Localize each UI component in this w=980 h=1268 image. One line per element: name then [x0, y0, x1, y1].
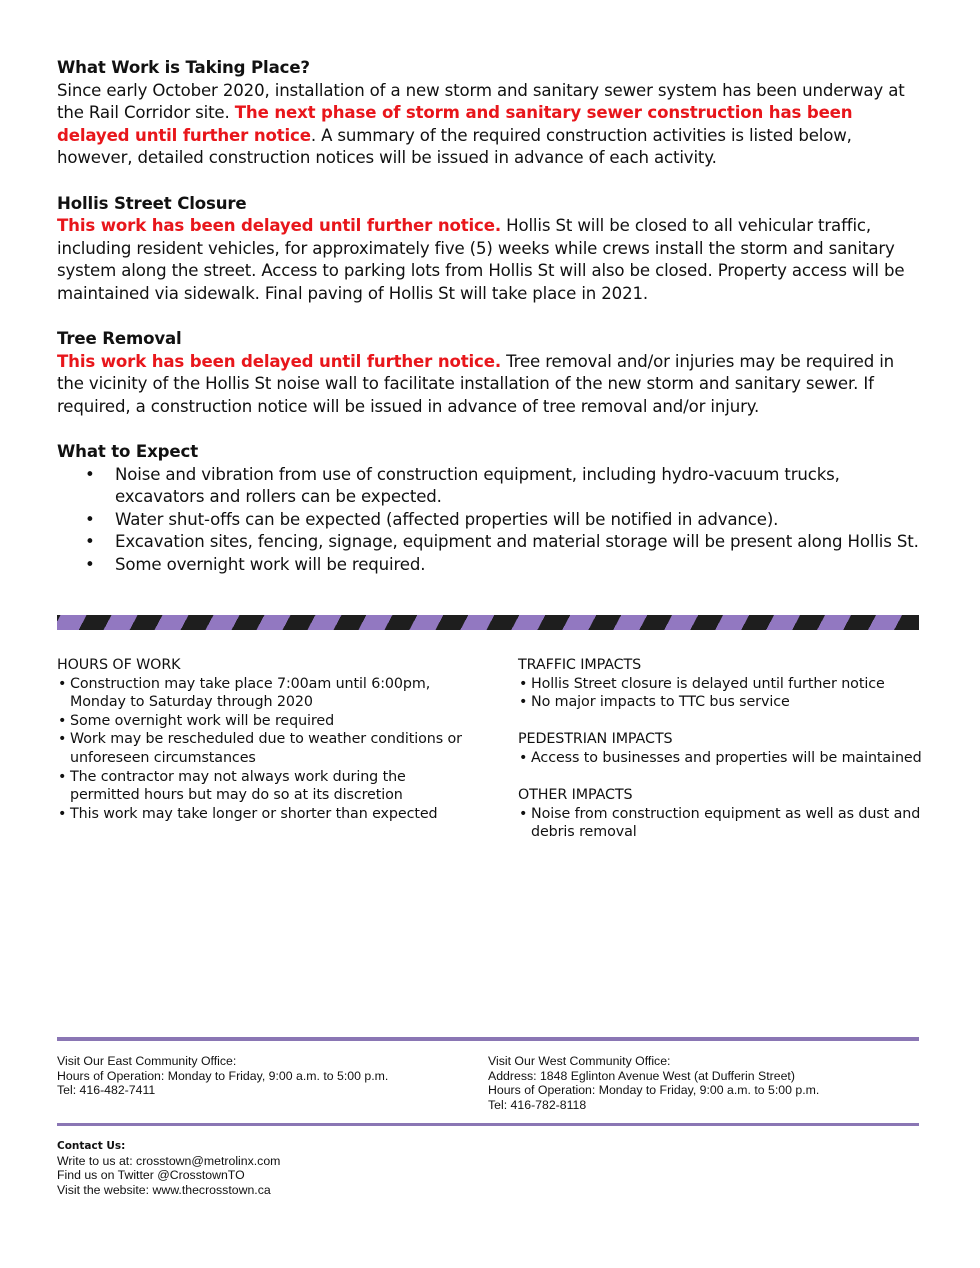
east-hours: Hours of Operation: Monday to Friday, 9:00 a.m. to 5:00 p.m.: [57, 1068, 389, 1083]
work-heading: What Work is Taking Place?: [57, 58, 310, 77]
list-item: • Excavation sites, fencing, signage, equipment and material storage will be present along Hollis St.: [115, 531, 922, 554]
west-address: Address: 1848 Eglinton Avenue West (at Dufferin Street): [488, 1068, 795, 1083]
delay-notice: The next phase of storm and sanitary sewer construction has been delayed until further notice: [57, 103, 853, 145]
contact-us: [57, 1139, 280, 1198]
work-paragraph: [57, 80, 922, 170]
east-office: [57, 1054, 388, 1098]
list-item: • Work may be rescheduled due to weather conditions or unforeseen circumstances: [70, 730, 477, 767]
west-tel: Tel: 416-782-8118: [488, 1098, 587, 1113]
tree-text: Tree removal and/or injuries may be required in the vicinity of the Hollis St noise wall to facilitate installation of the new storm and sanitary sewer. If required, a construction notice will be issued in advance of tree removal and/or injury.: [57, 351, 895, 416]
pedestrian-heading: PEDESTRIAN IMPACTS: [518, 731, 673, 748]
main-content: [57, 57, 922, 577]
work-text: Since early October 2020, installation of a new storm and sanitary sewer system has been underway at the Rail Corridor site.: [57, 80, 905, 123]
hollis-paragraph: [57, 215, 922, 305]
hours-heading: HOURS OF WORK: [57, 657, 181, 673]
list-item: • The contractor may not always work during the permitted hours but may do so at its discretion: [70, 768, 477, 805]
east-title: Visit Our East Community Office:: [57, 1054, 237, 1068]
stripe-divider: [57, 615, 919, 630]
contact-website: Visit the website: www.thecrosstown.ca: [57, 1183, 271, 1198]
west-title: Visit Our West Community Office:: [488, 1054, 671, 1068]
work-section: [57, 57, 922, 170]
traffic-heading: TRAFFIC IMPACTS: [518, 657, 642, 673]
west-office: [488, 1054, 819, 1113]
east-tel: Tel: 416-482-7411: [57, 1083, 156, 1098]
list-item: • Construction may take place 7:00am until 6:00pm, Monday to Saturday through 2020: [70, 675, 477, 712]
list-item: • Hollis Street closure is delayed until further notice: [531, 675, 928, 694]
contact-heading: Contact Us:: [57, 1140, 126, 1152]
contact-twitter: Find us on Twitter @CrosstownTO: [57, 1168, 245, 1183]
list-item: • This work may take longer or shorter than expected: [70, 805, 477, 824]
list-item: • Noise and vibration from use of construction equipment, including hydro-vacuum trucks, excavators and rollers can be expected.: [115, 464, 922, 509]
other-heading: OTHER IMPACTS: [518, 787, 633, 804]
contact-email: Write to us at: crosstown@metrolinx.com: [57, 1153, 281, 1168]
list-item: • Noise from construction equipment as well as dust and debris removal: [531, 805, 928, 842]
delay-notice: This work has been delayed until further notice.: [57, 351, 501, 371]
footer-rule-bottom: [57, 1123, 919, 1126]
footer-rule-top: [57, 1037, 919, 1041]
hollis-text: Hollis St will be closed to all vehicular traffic, including resident vehicles, for approximately five (5) weeks while crews install the storm and sanitary system along the street. Access to parking lots from Hollis St will also be closed. Property access will be maintained via sidewalk. Final paving of Hollis St will take place in 2021.: [57, 216, 905, 303]
list-item: • Water shut-offs can be expected (affected properties will be notified in advance).: [115, 509, 922, 532]
tree-paragraph: [57, 351, 922, 419]
tree-section: [57, 328, 922, 418]
list-item: • Access to businesses and properties will be maintained: [531, 749, 928, 768]
list-item: • Some overnight work will be required.: [115, 554, 922, 577]
work-text-2: . A summary of the required construction activities is listed below, however, detailed construction notices will be issued in advance of each activity.: [57, 125, 852, 168]
west-hours: Hours of Operation: Monday to Friday, 9:00 a.m. to 5:00 p.m.: [488, 1083, 820, 1098]
delay-notice: This work has been delayed until further notice.: [57, 216, 501, 236]
tree-heading: Tree Removal: [57, 329, 182, 349]
hollis-heading: Hollis Street Closure: [57, 193, 247, 213]
hours-column: [57, 656, 477, 842]
hollis-section: [57, 193, 922, 306]
impacts-column: [518, 656, 928, 861]
list-item: • No major impacts to TTC bus service: [531, 693, 928, 712]
expect-section: [57, 441, 922, 577]
expect-heading: What to Expect: [57, 442, 198, 462]
list-item: • Some overnight work will be required: [70, 712, 477, 731]
